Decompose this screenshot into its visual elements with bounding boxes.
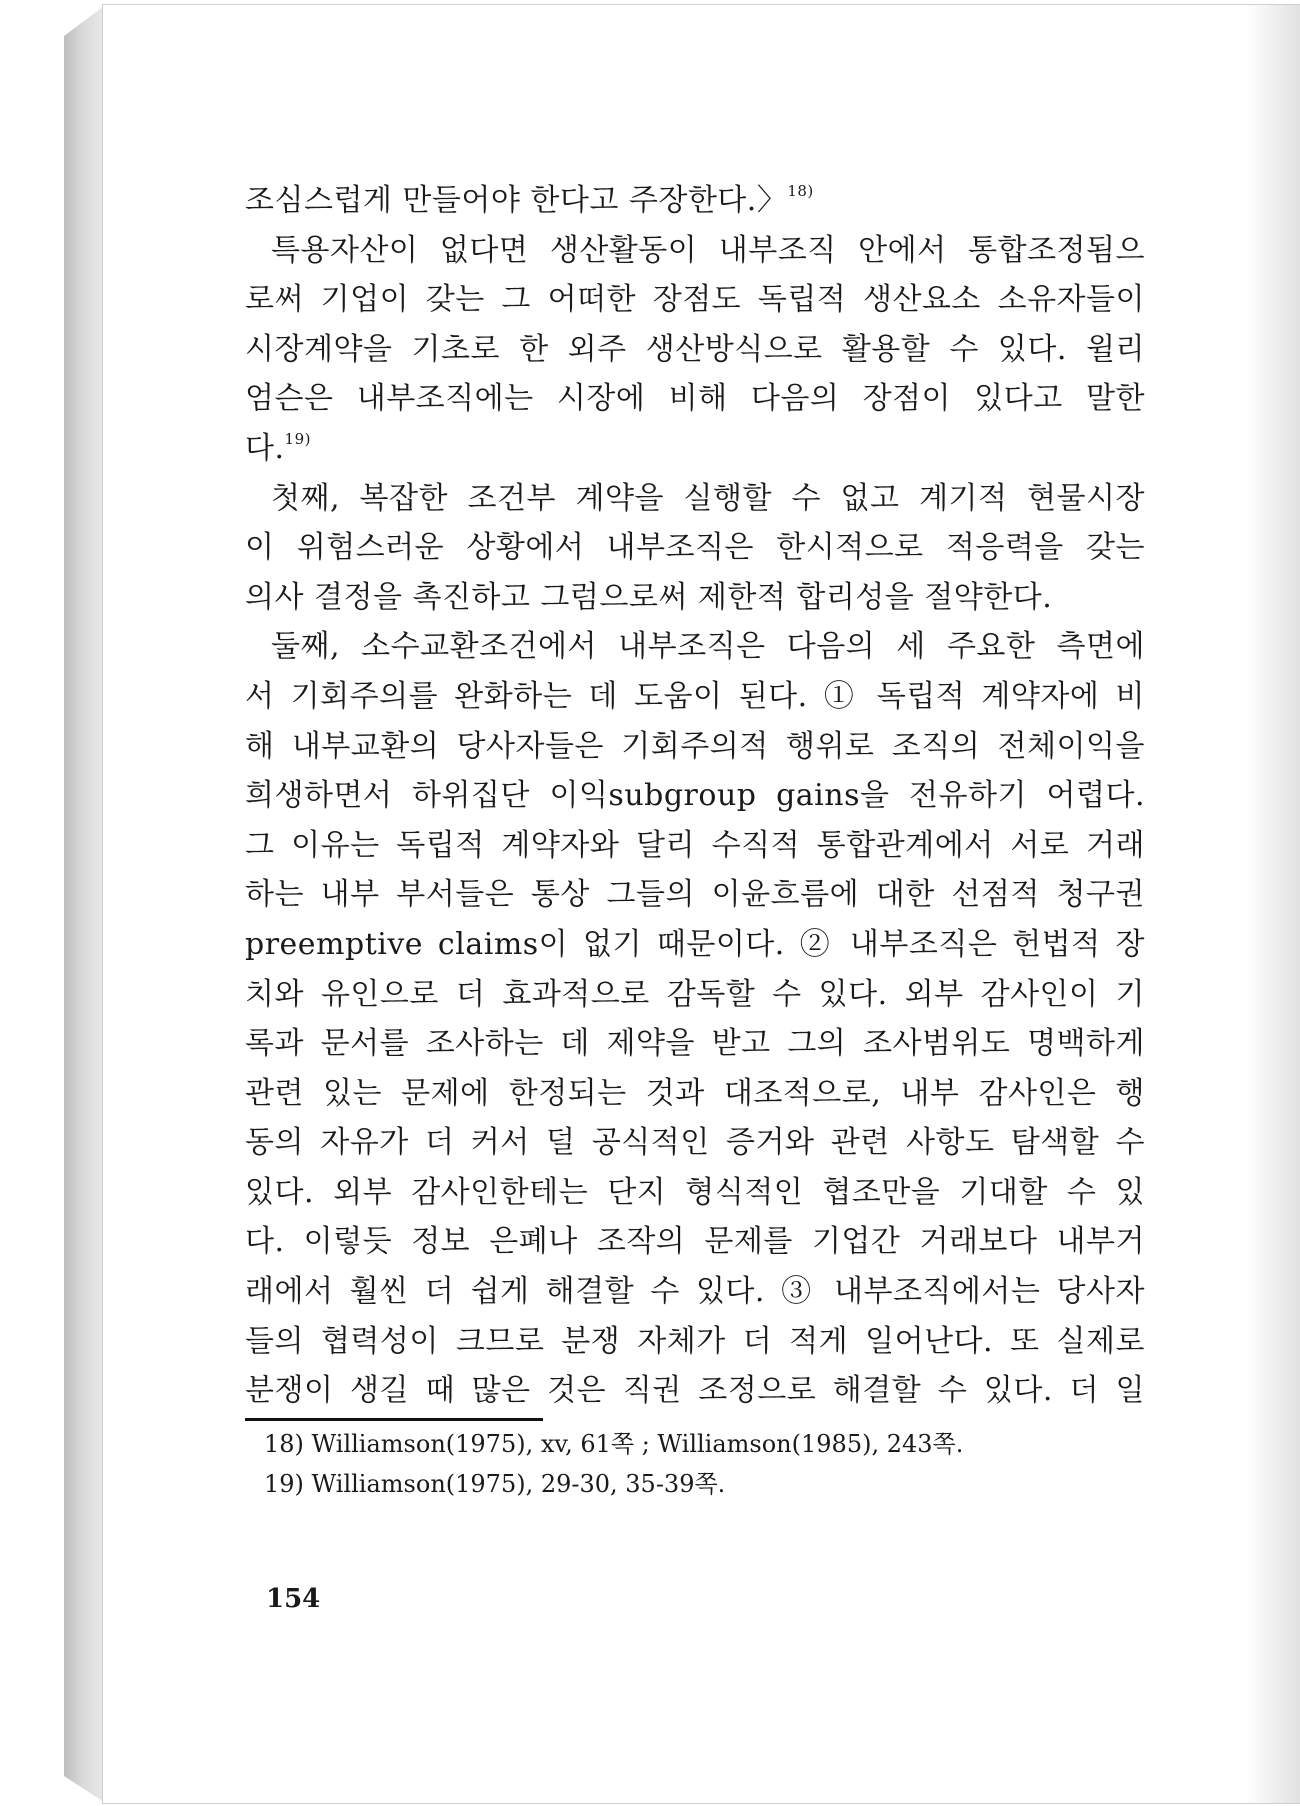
book-spine — [64, 6, 104, 1802]
body-line — [245, 573, 1145, 623]
body-line — [245, 474, 1145, 524]
body-line-text: 해 내부교환의 당사자들은 기회주의적 행위로 조직의 전체이익을 — [245, 728, 1145, 764]
body-line-text: 엄슨은 내부조직에는 시장에 비해 다음의 장점이 있다고 말한 — [245, 381, 1145, 417]
body-line — [245, 1217, 1145, 1267]
body-line-text: 분쟁이 생길 때 많은 것은 직권 조정으로 해결할 수 있다. 더 일 — [245, 1373, 1145, 1409]
body-line — [245, 176, 1145, 226]
body-line-text: 의사 결정을 촉진하고 그럼으로써 제한적 합리성을 절약한다. — [245, 579, 1053, 615]
body-line-text: 서 기회주의를 완화하는 데 도움이 된다. ① 독립적 계약자에 비 — [245, 678, 1145, 714]
body-line — [245, 970, 1145, 1020]
body-line — [245, 622, 1145, 672]
body-line-text: 둘째, 소수교환조건에서 내부조직은 다음의 세 주요한 측면에 — [271, 629, 1145, 665]
body-line-text: 그 이유는 독립적 계약자와 달리 수직적 통합관계에서 서로 거래 — [245, 827, 1145, 863]
body-line-text: 래에서 훨씬 더 쉽게 해결할 수 있다. ③ 내부조직에서는 당사자 — [245, 1274, 1145, 1310]
body-line-text: 관련 있는 문제에 한정되는 것과 대조적으로, 내부 감사인은 행 — [245, 1075, 1145, 1111]
body-line — [245, 1069, 1145, 1119]
footnote-18: 18) Williamson(1975), xv, 61쪽 ; Williamson(1985), 243쪽. — [264, 1430, 964, 1458]
body-line — [245, 226, 1145, 276]
body-line — [245, 1019, 1145, 1069]
footnote-ref: 19) — [284, 429, 311, 448]
footnote-19: 19) Williamson(1975), 29-30, 35-39쪽. — [264, 1470, 726, 1498]
body-line — [245, 1168, 1145, 1218]
body-line-text: 로써 기업이 갖는 그 어떠한 장점도 독립적 생산요소 소유자들이 — [245, 282, 1145, 318]
body-line-text: 이 위험스러운 상황에서 내부조직은 한시적으로 적응력을 갖는 — [245, 530, 1145, 566]
body-line-text: 다. 이렇듯 정보 은폐나 조작의 문제를 기업간 거래보다 내부거 — [245, 1224, 1145, 1260]
body-line-text: preemptive claims이 없기 때문이다. ② 내부조직은 헌법적 장 — [245, 926, 1145, 962]
body-line — [245, 771, 1145, 821]
body-line — [245, 325, 1145, 375]
body-line — [245, 1267, 1145, 1317]
body-line-text: 록과 문서를 조사하는 데 제약을 받고 그의 조사범위도 명백하게 — [245, 1026, 1145, 1062]
body-line-text: 시장계약을 기초로 한 외주 생산방식으로 활용할 수 있다. 윌리 — [245, 331, 1145, 367]
body-line — [245, 275, 1145, 325]
page-edge-shadow — [1245, 5, 1300, 1803]
body-line — [245, 374, 1145, 424]
body-line-text: 하는 내부 부서들은 통상 그들의 이윤흐름에 대한 선점적 청구권 — [245, 877, 1145, 913]
body-line-text: 치와 유인으로 더 효과적으로 감독할 수 있다. 외부 감사인이 기 — [245, 976, 1145, 1012]
body-line-text: 첫째, 복잡한 조건부 계약을 실행할 수 없고 계기적 현물시장 — [271, 480, 1145, 516]
body-line-text: 들의 협력성이 크므로 분쟁 자체가 더 적게 일어난다. 또 실제로 — [245, 1323, 1145, 1359]
footnote-ref: 18) — [787, 182, 814, 200]
body-line — [245, 821, 1145, 871]
body-line — [245, 722, 1145, 772]
body-line — [245, 523, 1145, 573]
body-line — [245, 920, 1145, 970]
body-line-text: 특용자산이 없다면 생산활동이 내부조직 안에서 통합조정됨으 — [271, 232, 1145, 268]
body-line-text: 다. — [245, 430, 285, 466]
body-line — [245, 1317, 1145, 1367]
body-line — [245, 672, 1145, 722]
body-line-text: 동의 자유가 더 커서 덜 공식적인 증거와 관련 사항도 탐색할 수 — [245, 1125, 1145, 1161]
body-line — [245, 870, 1145, 920]
body-text — [245, 176, 1145, 1416]
body-line-text: 있다. 외부 감사인한테는 단지 형식적인 협조만을 기대할 수 있 — [245, 1174, 1145, 1210]
body-line — [245, 1118, 1145, 1168]
body-line-text: 조심스럽게 만들어야 한다고 주장한다.〉 — [245, 183, 788, 218]
body-line-text: 희생하면서 하위집단 이익subgroup gains을 전유하기 어렵다. — [245, 778, 1145, 814]
body-line — [245, 1366, 1145, 1416]
footnote-divider — [245, 1418, 543, 1421]
body-line — [245, 424, 1145, 474]
page-number: 154 — [266, 1584, 321, 1614]
footnotes — [264, 1424, 1124, 1504]
